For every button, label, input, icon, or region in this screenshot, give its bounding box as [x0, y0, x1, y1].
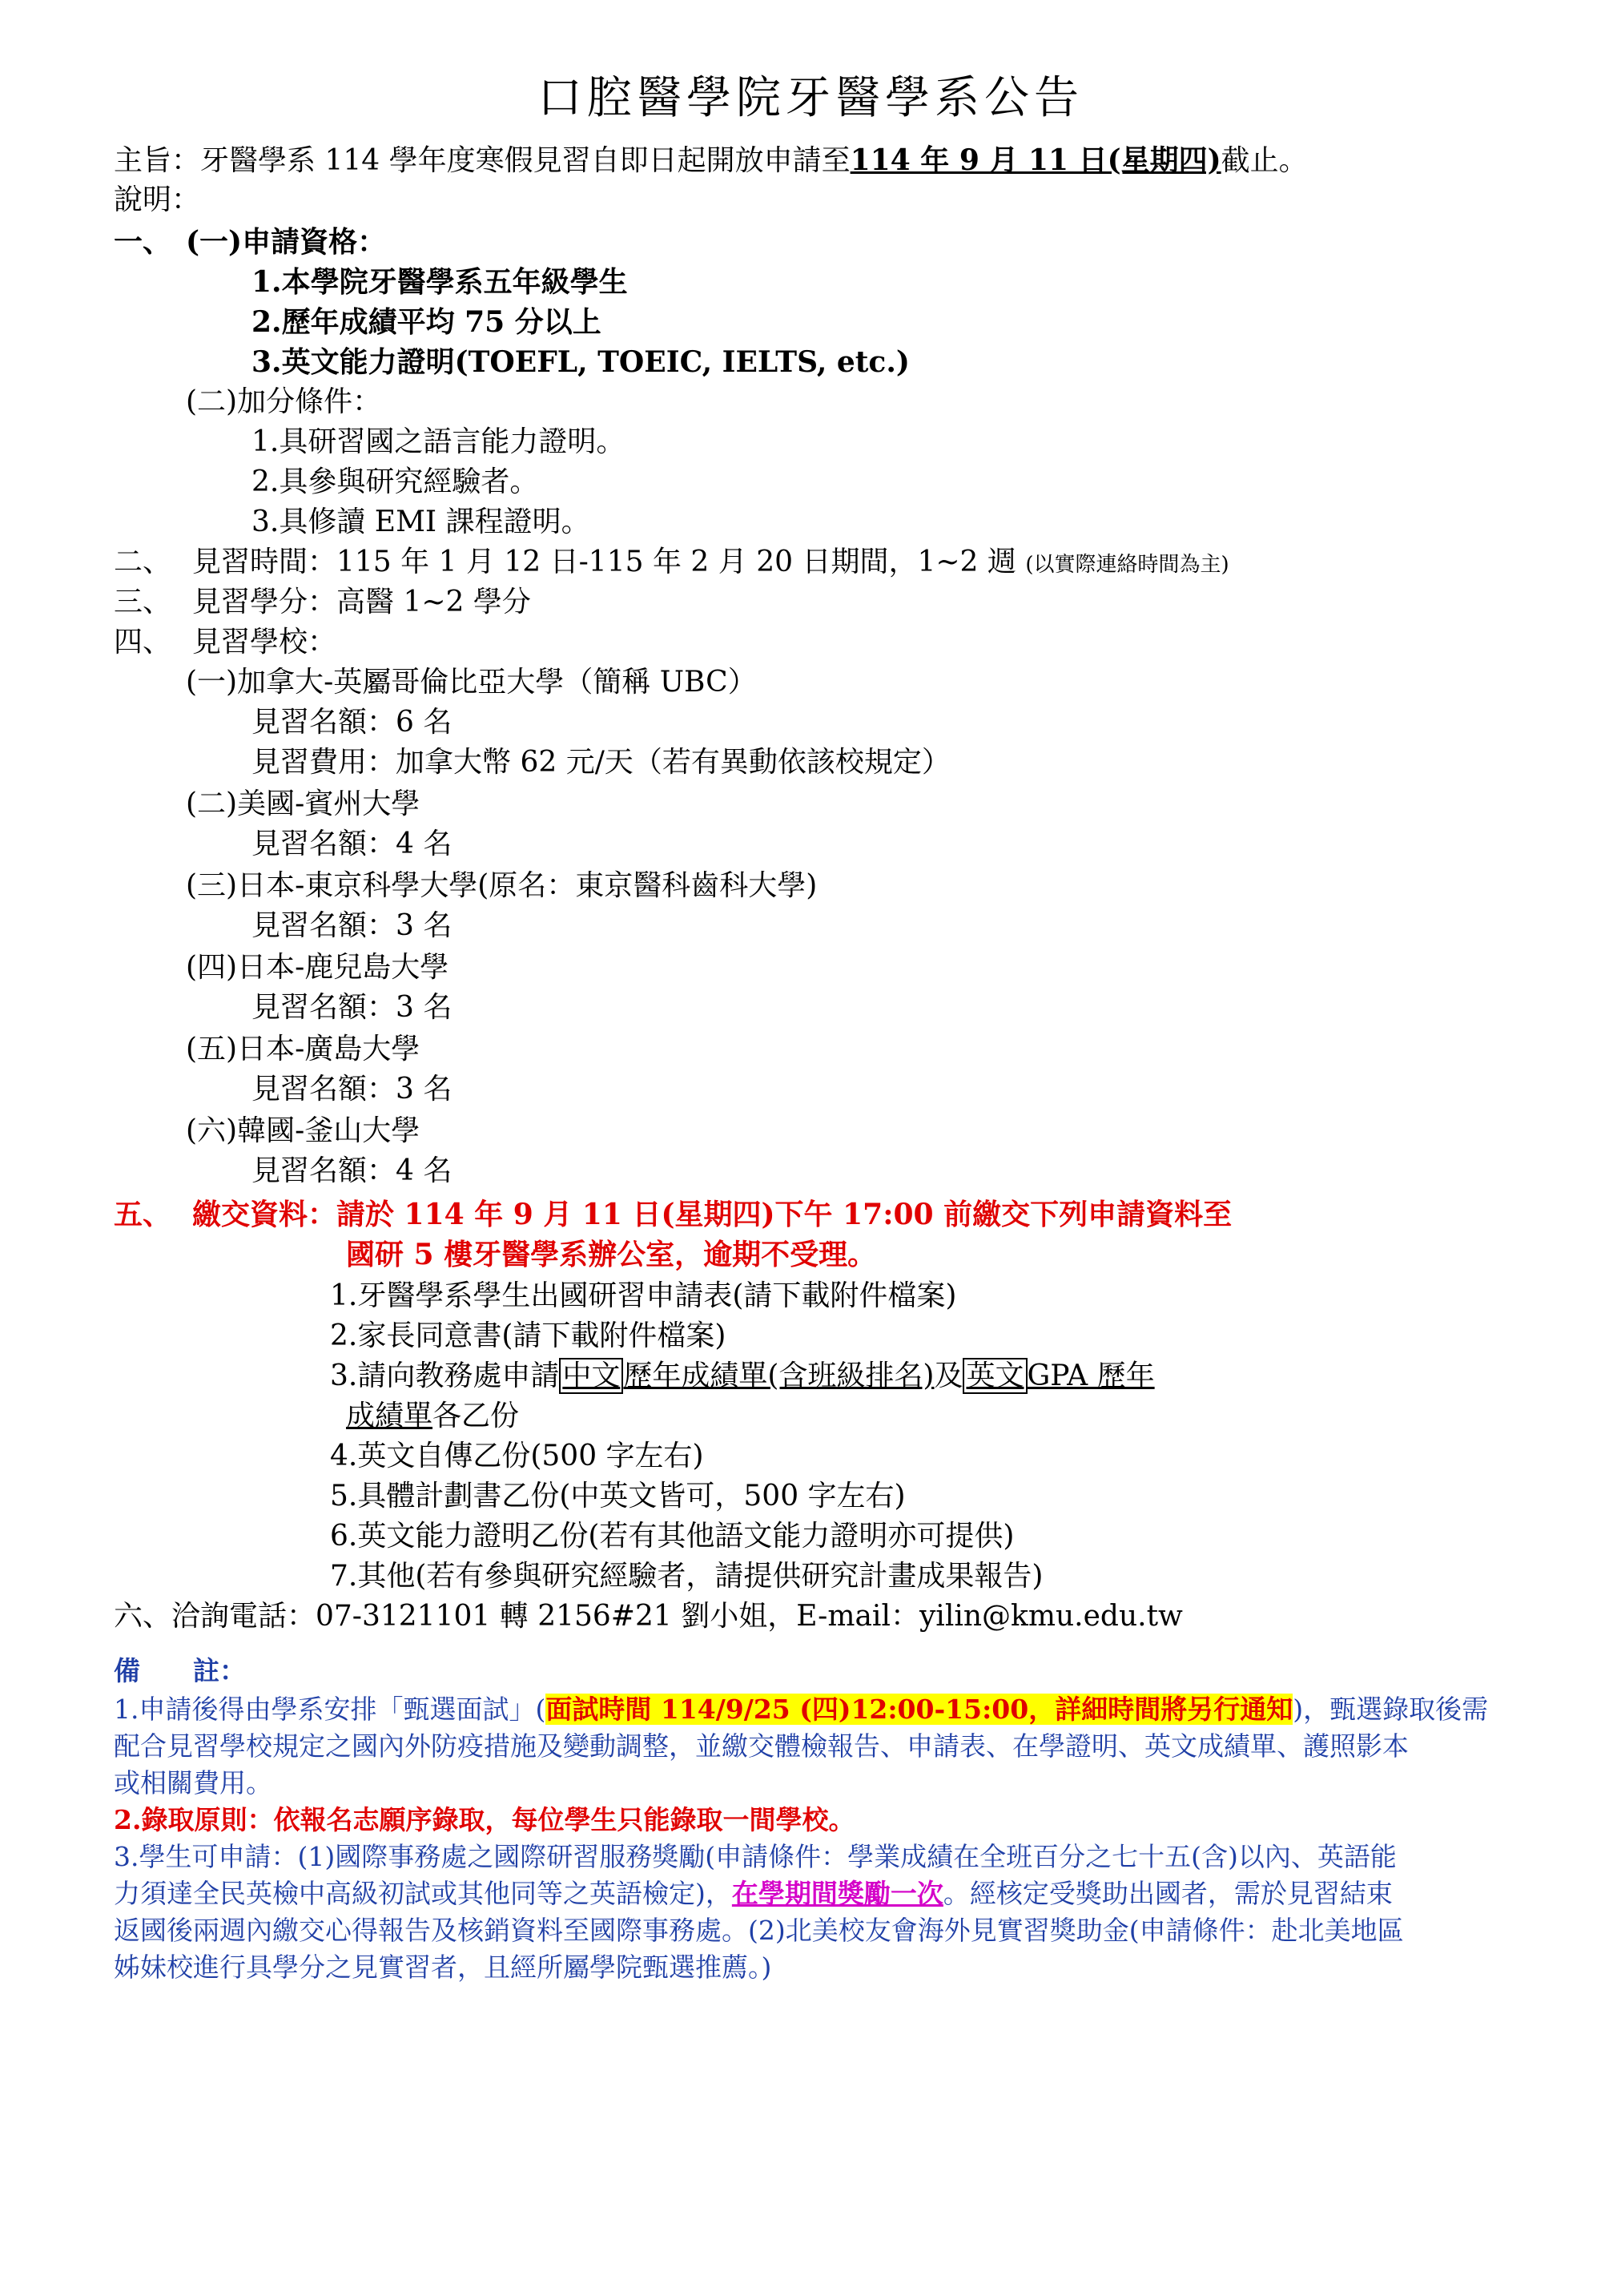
submit-item-transcript: [330, 1359, 1155, 1394]
period-note: (以實際連絡時間為主): [1025, 553, 1229, 577]
transcript-text-f: 各乙份: [432, 1400, 520, 1432]
english-boxed-label: 英文: [963, 1358, 1027, 1394]
requirement-item: 3.英文能力證明(TOEFL, TOEIC, IELTS, etc.): [251, 345, 910, 379]
submit-item-transcript-cont: [346, 1399, 519, 1434]
transcript-text-a: 3.請向教務處申請: [330, 1359, 560, 1392]
section-1-sub2-title: (二)加分條件：: [186, 385, 382, 418]
school-quota: 見習名額：4 名: [251, 828, 453, 860]
remark-3-line3: 返國後兩週內繳交心得報告及核銷資料至國際事務處。(2)北美校友會海外見實習獎助金(申請條件：赴北美地區: [114, 1915, 1404, 1946]
school-quota: 見習名額：3 名: [251, 909, 453, 942]
bonus-item: 3.具修讀 EMI 課程證明。: [251, 506, 590, 538]
subject-line: [114, 143, 1308, 179]
school-quota: 見習名額：4 名: [251, 1154, 453, 1187]
school-quota: 見習名額：6 名: [251, 706, 453, 739]
requirement-item: 1.本學院牙醫學系五年級學生: [251, 265, 628, 299]
remark-1-line1: [114, 1692, 1488, 1726]
subject-prefix: 主旨：牙醫學系 114 學年度寒假見習自即日起開放申請至: [114, 144, 851, 177]
school-name: (一)加拿大-英屬哥倫比亞大學（簡稱 UBC）: [186, 666, 757, 699]
submit-item: 7.其他(若有參與研究經驗者，請提供研究計畫成果報告): [330, 1560, 1044, 1593]
explain-label: 說明：: [114, 183, 201, 216]
school-name: (五)日本-廣島大學: [186, 1033, 420, 1065]
requirement-item: 2.歷年成績平均 75 分以上: [251, 305, 601, 339]
school-name: (四)日本-鹿兒島大學: [186, 951, 449, 984]
section-4-number: 四、: [114, 626, 172, 659]
interview-time-highlight: 面試時間 114/9/25 (四)12:00-15:00，詳細時間將另行通知: [545, 1694, 1293, 1725]
bonus-item: 2.具參與研究經驗者。: [251, 465, 539, 498]
school-name: (三)日本-東京科學大學(原名：東京醫科齒科大學): [186, 869, 818, 902]
contact-line: 六、洽詢電話：07-3121101 轉 2156#21 劉小姐，E-mail：yilin@kmu.edu.tw: [114, 1600, 1183, 1633]
remark-3-line2: [114, 1876, 1393, 1911]
remark-1-line3: 或相關費用。: [114, 1767, 272, 1799]
transcript-text-e: 成績單: [346, 1400, 433, 1432]
section-5-number: 五、: [114, 1198, 172, 1231]
remark-3-line4: 姊妹校進行具學分之見實習者，且經所屬學院甄選推薦。): [114, 1952, 772, 1983]
remark-3-text-b: 。經核定受獎助出國者，需於見習結束: [943, 1878, 1393, 1909]
page-title: 口腔醫學院牙醫學系公告: [537, 72, 1084, 124]
section-1-number: 一、: [114, 225, 172, 259]
section-1-sub1-title: (一)申請資格：: [186, 225, 387, 259]
submission-deadline-line2: 國研 5 樓牙醫學系辦公室，逾期不受理。: [346, 1238, 877, 1271]
remarks-title: 備 註：: [114, 1655, 246, 1686]
submit-item: 4.英文自傳乙份(500 字左右): [330, 1440, 704, 1472]
submit-item: 1.牙醫學系學生出國研習申請表(請下載附件檔案): [330, 1279, 957, 1312]
remark-1-line2: 配合見習學校規定之國內外防疫措施及變動調整，並繳交體檢報告、申請表、在學證明、英文成績單、護照影本: [114, 1730, 1409, 1762]
school-name: (六)韓國-釜山大學: [186, 1114, 420, 1147]
submission-deadline-line1: 繳交資料：請於 114 年 9 月 11 日(星期四)下午 17:00 前繳交下列申請資料至: [192, 1198, 1233, 1231]
section-4-title: 見習學校：: [192, 626, 337, 659]
remark-3-line1: 3.學生可申請：(1)國際事務處之國際研習服務獎勵(申請條件：學業成績在全班百分之七十五(含)以內、英語能: [114, 1841, 1397, 1872]
school-fee: 見習費用：加拿大幣 62 元/天（若有異動依該校規定）: [251, 746, 951, 779]
school-quota: 見習名額：3 名: [251, 991, 453, 1024]
remark-2: 2.錄取原則：依報名志願序錄取，每位學生只能錄取一間學校。: [114, 1804, 855, 1835]
bonus-item: 1.具研習國之語言能力證明。: [251, 425, 625, 458]
once-per-study-highlight: 在學期間獎勵一次: [731, 1878, 943, 1909]
transcript-text-c: 及: [934, 1359, 963, 1392]
remark-1-text-a: 1.申請後得由學系安排「甄選面試」(: [114, 1694, 546, 1725]
submit-item: 2.家長同意書(請下載附件檔案): [330, 1319, 726, 1352]
transcript-text-b: 歷年成績單(含班級排名): [623, 1359, 935, 1392]
section-2-number: 二、: [114, 546, 172, 578]
section-3-text: 見習學分：高醫 1~2 學分: [192, 586, 531, 618]
subject-suffix: 截止。: [1221, 144, 1308, 177]
submit-item: 6.英文能力證明乙份(若有其他語文能力證明亦可提供): [330, 1520, 1015, 1553]
section-2-text: [192, 545, 1229, 582]
transcript-text-d: GPA 歷年: [1027, 1359, 1155, 1392]
remark-3-text-a: 力須達全民英檢中高級初試或其他同等之英語檢定)，: [114, 1878, 732, 1909]
period-text: 見習時間：115 年 1 月 12 日-115 年 2 月 20 日期間，1~2 週: [192, 546, 1016, 578]
remark-1-text-b: )，甄選錄取後需: [1293, 1694, 1489, 1725]
chinese-boxed-label: 中文: [559, 1358, 623, 1394]
subject-deadline: 114 年 9 月 11 日(星期四): [850, 143, 1221, 177]
school-quota: 見習名額：3 名: [251, 1073, 453, 1106]
submit-item: 5.具體計劃書乙份(中英文皆可，500 字左右): [330, 1480, 906, 1513]
school-name: (二)美國-賓州大學: [186, 787, 420, 820]
section-3-number: 三、: [114, 586, 172, 618]
